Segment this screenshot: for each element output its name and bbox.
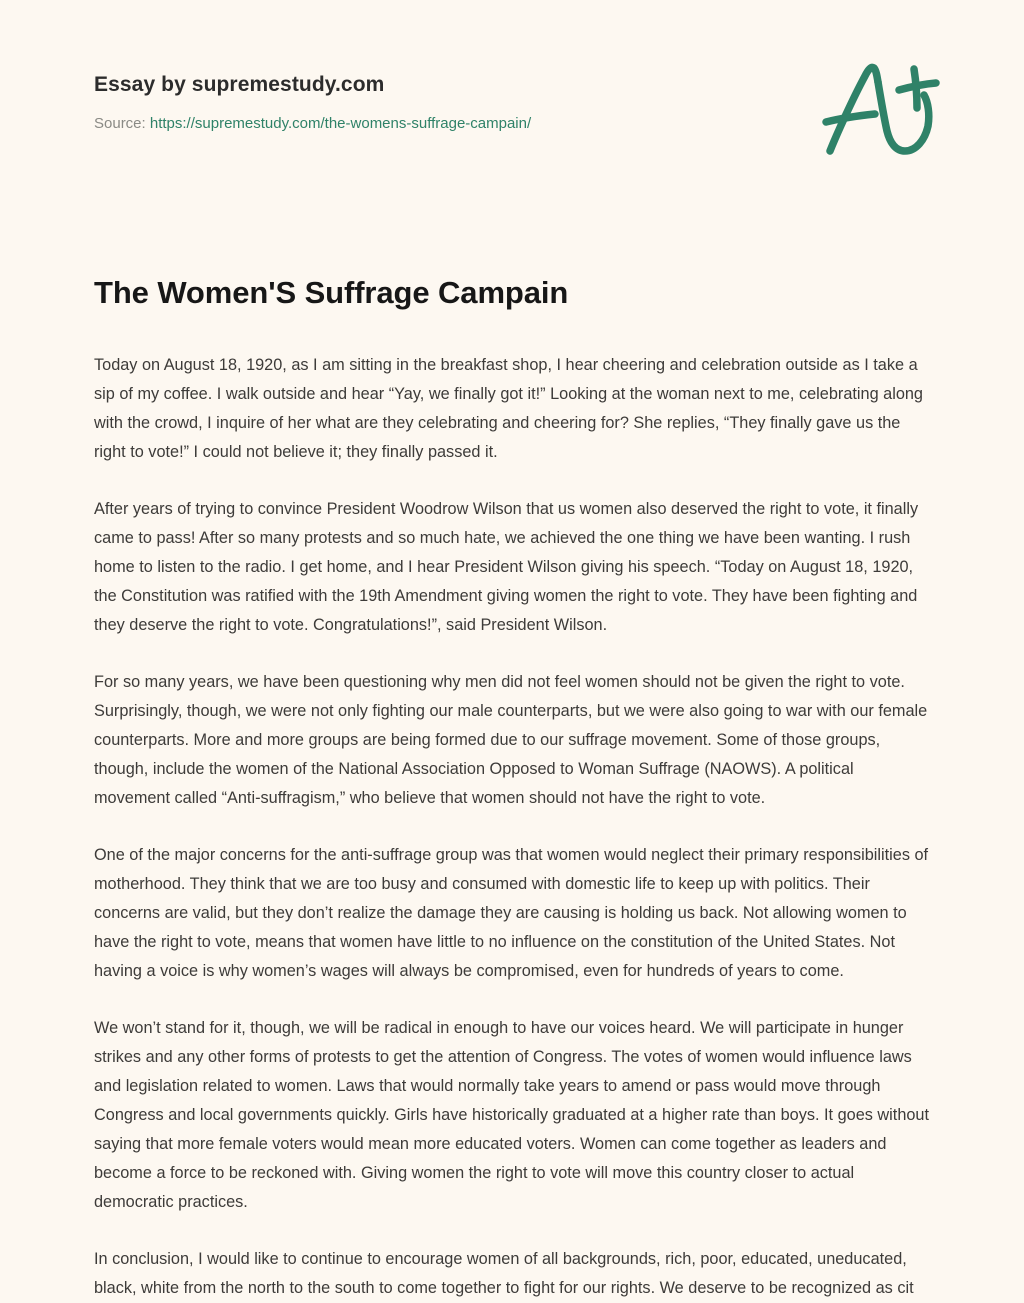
source-url-link[interactable]: https://supremestudy.com/the-womens-suffrage-campain/ (149, 115, 532, 133)
essay-body (94, 351, 930, 1303)
paragraph: We won’t stand for it, though, we will be radical in enough to have our voices heard. We will participate in hunger strikes and any other forms of protests to get the attention of Congress. The votes of women would influence laws and legislation related to women. Laws that would normally take years to amend or pass would move through Congress and local governments quickly. Girls have historically graduated at a higher rate than boys. It goes without saying that more female voters would mean more educated voters. Women can come together as leaders and become a force to be reckoned with. Giving women the right to vote will move this country closer to actual democratic practices. (94, 1018, 930, 1211)
page-title: The Women'S Suffrage Campain (94, 275, 569, 310)
paragraph: In conclusion, I would like to continue to encourage women of all backgrounds, rich, poor, educated, uneducated, black, white from the north to the south to come together to fight for our rights. We deserve to be recognized as cit (94, 1249, 914, 1297)
paragraph: For so many years, we have been questioning why men did not feel women should not be given the right to vote. Surprisingly, though, we were not only fighting our male counterparts, but we were also going to war with our female counterparts. More and more groups are being formed due to our suffrage movement. Some of those groups, though, include the women of the National Association Opposed to Woman Suffrage (NAOWS). A political movement called “Anti-suffragism,” who believe that women should not have the right to vote. (94, 672, 928, 807)
paragraph: One of the major concerns for the anti-suffrage group was that women would neglect their primary responsibilities of motherhood. They think that we are too busy and consumed with domestic life to keep up with politics. Their concerns are valid, but they don’t realize the damage they are causing is holding us back. Not allowing women to have the right to vote, means that women have little to no influence on the constitution of the United States. Not having a voice is why women’s wages will always be compromised, even for hundreds of years to come. (94, 845, 929, 980)
page-header (94, 0, 930, 180)
paragraph: Today on August 18, 1920, as I am sitting in the breakfast shop, I hear cheering and celebration outside as I take a sip of my coffee. I walk outside and hear “Yay, we finally got it!” Looking at the woman next to me, celebrating along with the crowd, I inquire of her what are they celebrating and cheering for? She replies, “They finally gave us the right to vote!” I could not believe it; they finally passed it. (94, 355, 923, 461)
source-label: Source: (94, 115, 146, 133)
article-container (94, 180, 930, 1303)
brand-byline: Essay by supremestudy.com (94, 73, 385, 96)
paragraph: After years of trying to convince President Woodrow Wilson that us women also deserved the right to vote, it finally came to pass! After so many protests and so much hate, we achieved the one thing we have been wanting. I rush home to listen to the radio. I get home, and I hear President Wilson giving his speech. “Today on August 18, 1920, the Constitution was ratified with the 19th Amendment giving women the right to vote. They have been fighting and they deserve the right to vote. Congratulations!”, said President Wilson. (94, 499, 919, 634)
a-plus-grade-logo-icon (808, 48, 958, 168)
source-line (94, 114, 930, 134)
